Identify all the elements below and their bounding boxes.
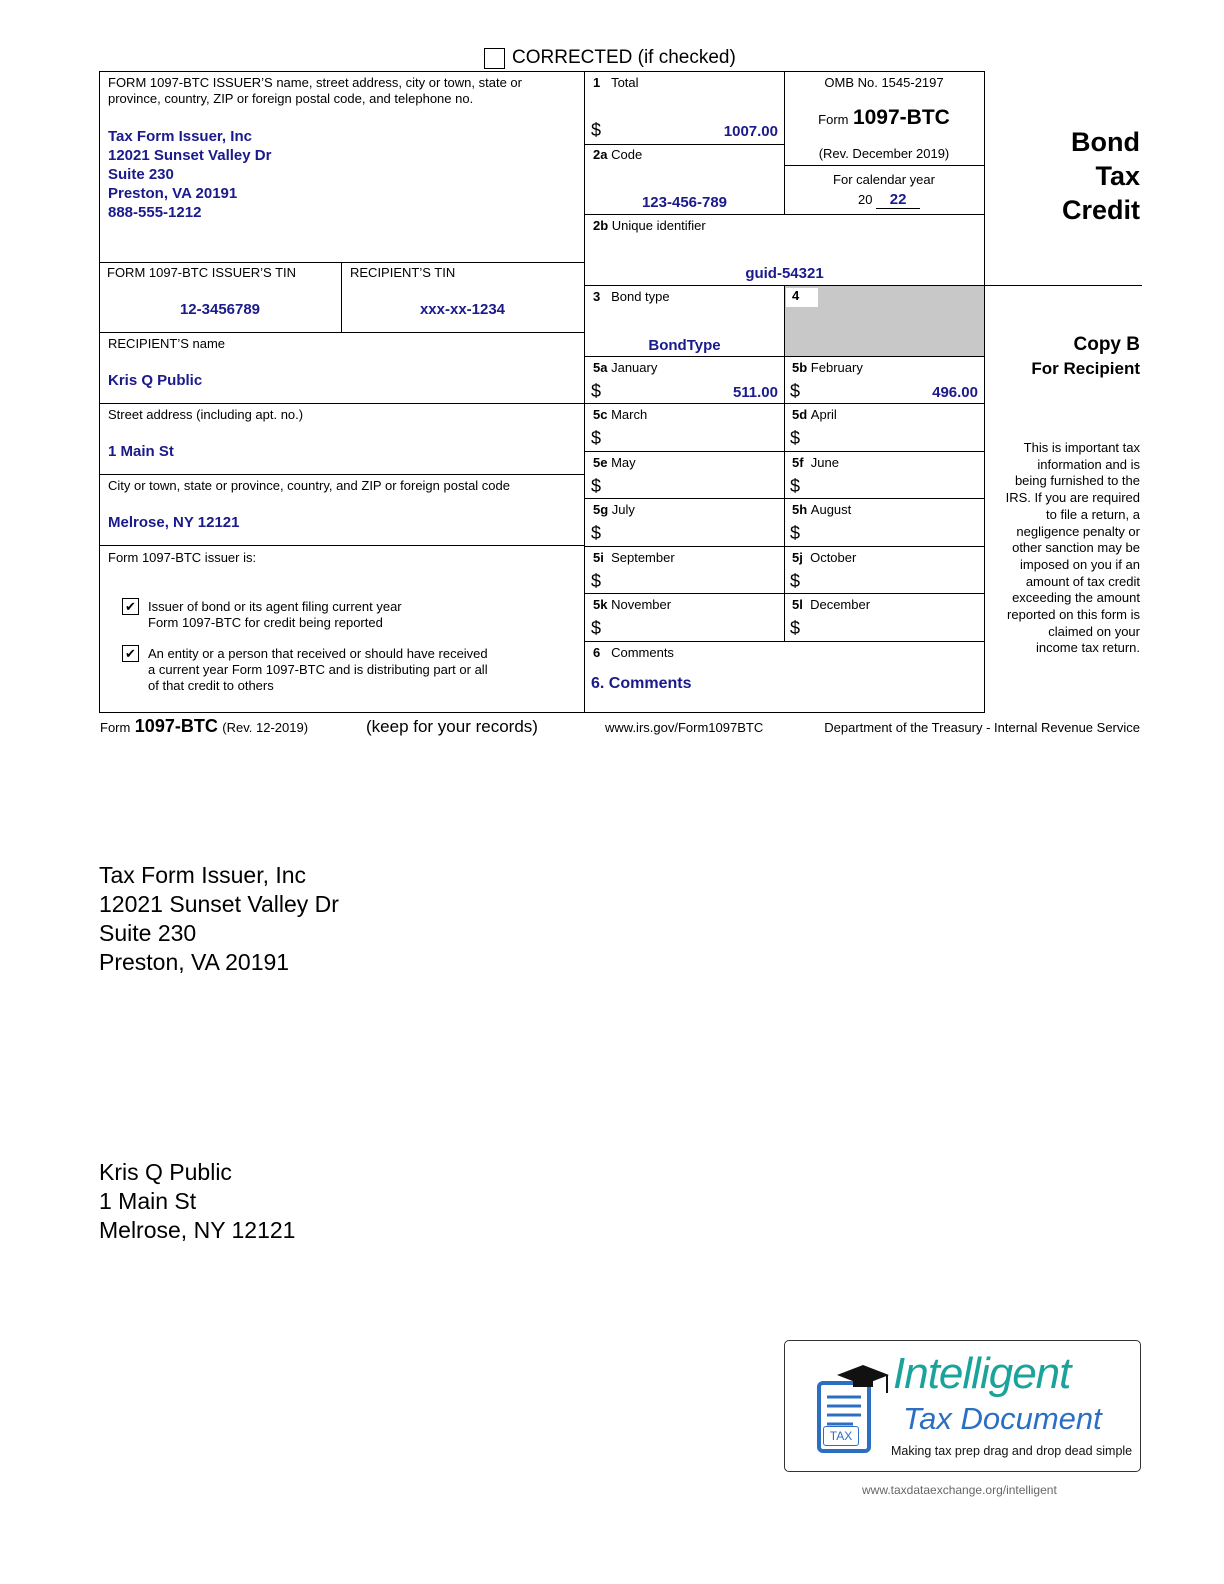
- box3-label: [593, 289, 670, 305]
- box5k-number: 5k: [593, 597, 608, 612]
- mail-to-address: [99, 1158, 295, 1245]
- issuer-phone: 888-555-1212: [108, 204, 202, 221]
- corrected-checkbox[interactable]: [484, 48, 505, 69]
- box2b-title: Unique identifier: [611, 218, 706, 233]
- box5b-dollar: $: [790, 381, 801, 401]
- box3-value: BondType: [648, 337, 721, 354]
- mail-from-line: Suite 230: [99, 920, 197, 946]
- notice-line: to file a return, a: [1046, 506, 1140, 522]
- copy-title: Copy B: [1073, 334, 1140, 355]
- box1-label: [593, 75, 639, 91]
- box4-number: 4: [786, 288, 818, 307]
- box5h-dollar: $: [790, 523, 801, 543]
- logo-url[interactable]: www.taxdataexchange.org/intelligent: [862, 1483, 1057, 1497]
- box5b-number: 5b: [792, 360, 808, 375]
- notice-line: negligence penalty or: [1016, 523, 1140, 539]
- box5j-dollar: $: [790, 571, 801, 591]
- omb-number: OMB No. 1545-2197: [824, 75, 944, 90]
- recipient-tin: xxx-xx-1234: [419, 301, 506, 318]
- issuer-option2-checkbox[interactable]: ✔: [122, 645, 139, 662]
- recipient-city: Melrose, NY 12121: [108, 514, 240, 531]
- footer-form-word: Form: [100, 720, 131, 735]
- box1-title: Total: [611, 75, 639, 90]
- notice-line: being furnished to the: [1014, 473, 1140, 489]
- box5i-label: [593, 550, 675, 566]
- box5e-label: [593, 455, 636, 471]
- box5c-dollar: $: [591, 428, 602, 448]
- recipient-city-label: City or town, state or province, country, and ZIP or foreign postal code: [108, 478, 510, 493]
- logo-line1: Intelligent: [893, 1349, 1071, 1398]
- box2a-title: Code: [611, 147, 643, 162]
- box5g-label: [593, 502, 635, 518]
- box5j-label: [792, 550, 856, 566]
- box5d-label: [792, 407, 837, 423]
- notice-line: reported on this form is: [1007, 607, 1140, 623]
- box2b-number: 2b: [593, 218, 609, 233]
- box5k-title: November: [611, 597, 672, 612]
- box5i-number: 5i: [593, 550, 604, 565]
- mail-from-line: Tax Form Issuer, Inc: [99, 862, 307, 888]
- omb-form-word: Form: [818, 112, 849, 127]
- issuer-option2-line2: a current year Form 1097-BTC and is distributing part or all: [148, 662, 488, 677]
- box5f-number: 5f: [792, 455, 804, 470]
- box5l-title: December: [810, 597, 871, 612]
- box2b-label: [593, 218, 706, 234]
- box5i-dollar: $: [591, 571, 602, 591]
- box5d-number: 5d: [792, 407, 808, 422]
- box5h-title: August: [810, 502, 852, 517]
- recipient-street: 1 Main St: [108, 443, 174, 460]
- box5a-number: 5a: [593, 360, 608, 375]
- box6-value: 6. Comments: [591, 675, 692, 692]
- issuer-option1-checkbox[interactable]: ✔: [122, 598, 139, 615]
- issuer-suite: Suite 230: [108, 166, 174, 183]
- recipient-street-label: Street address (including apt. no.): [108, 407, 304, 422]
- box5g-title: July: [611, 502, 635, 517]
- issuer-is-label: Form 1097-BTC issuer is:: [108, 550, 257, 565]
- box1-dollar: $: [591, 120, 602, 140]
- box5k-label: [593, 597, 671, 613]
- box5h-label: [792, 502, 851, 518]
- box5j-number: 5j: [792, 550, 803, 565]
- footer-url[interactable]: www.irs.gov/Form1097BTC: [605, 720, 764, 735]
- box5b-label: [792, 360, 863, 376]
- issuer-option1-line1: Issuer of bond or its agent filing current year: [148, 599, 402, 614]
- box5h-number: 5h: [792, 502, 808, 517]
- notice-line: information and is: [1037, 456, 1140, 472]
- recipient-name: Kris Q Public: [108, 372, 203, 389]
- notice-line: amount of tax credit: [1025, 573, 1140, 589]
- box5a-label: [593, 360, 657, 376]
- issuer-option2-line1: An entity or a person that received or should have received: [148, 646, 488, 661]
- recipient-notice: [985, 440, 1140, 657]
- box5f-label: [792, 455, 839, 471]
- tax-badge: TAX: [823, 1426, 859, 1446]
- copy-subtitle: For Recipient: [1031, 359, 1140, 378]
- title-line3: Credit: [1061, 195, 1140, 225]
- notice-line: claimed on your: [1048, 623, 1140, 639]
- mail-to-line: Kris Q Public: [99, 1159, 232, 1185]
- copy-block: [990, 333, 1140, 381]
- notice-line: income tax return.: [1035, 640, 1140, 656]
- mail-to-line: 1 Main St: [99, 1188, 197, 1214]
- issuer-street: 12021 Sunset Valley Dr: [108, 147, 272, 164]
- omb-form-name: 1097-BTC: [852, 106, 950, 129]
- omb-form-title: [784, 106, 984, 130]
- box5b-title: February: [810, 360, 863, 375]
- mail-to-line: Melrose, NY 12121: [99, 1217, 296, 1243]
- box5l-label: [792, 597, 870, 613]
- box6-title: Comments: [611, 645, 674, 660]
- box5d-dollar: $: [790, 428, 801, 448]
- title-line1: Bond: [1071, 127, 1140, 157]
- mail-from-line: Preston, VA 20191: [99, 949, 290, 975]
- footer-dept: Department of the Treasury - Internal Revenue Service: [824, 720, 1140, 735]
- box5e-number: 5e: [593, 455, 608, 470]
- box3-title: Bond type: [611, 289, 670, 304]
- calendar-year: [858, 192, 920, 209]
- box2a-value: 123-456-789: [641, 194, 728, 211]
- box5l-number: 5l: [792, 597, 803, 612]
- box1-value: 1007.00: [723, 123, 778, 140]
- box5f-dollar: $: [790, 476, 801, 496]
- notice-line: IRS. If you are required: [1005, 490, 1140, 506]
- title-line2: Tax: [1095, 161, 1140, 191]
- tax-document-icon: [813, 1363, 893, 1463]
- recipient-tin-label: RECIPIENT’S TIN: [350, 265, 456, 280]
- box5c-label: [593, 407, 647, 423]
- issuer-address: [108, 127, 271, 222]
- box5i-title: September: [611, 550, 675, 565]
- issuer-city: Preston, VA 20191: [108, 185, 238, 202]
- logo-tagline: Making tax prep drag and drop dead simple: [891, 1444, 1133, 1458]
- mail-from-line: 12021 Sunset Valley Dr: [99, 891, 339, 917]
- issuer-option2-label: [148, 646, 488, 694]
- box5e-dollar: $: [591, 476, 602, 496]
- box6-label: [593, 645, 674, 661]
- box2b-value: guid-54321: [745, 265, 824, 282]
- logo-line2: Tax Document: [903, 1401, 1102, 1436]
- box5c-title: March: [611, 407, 648, 422]
- footer-rev: (Rev. 12-2019): [222, 720, 309, 735]
- box5f-title: June: [810, 455, 839, 470]
- issuer-option1-line2: Form 1097-BTC for credit being reported: [148, 615, 383, 630]
- notice-line: imposed on you if an: [1020, 556, 1140, 572]
- issuer-name: Tax Form Issuer, Inc: [108, 128, 252, 145]
- corrected-label: CORRECTED (if checked): [512, 47, 736, 68]
- box5b-value: 496.00: [932, 384, 978, 401]
- box5c-number: 5c: [593, 407, 608, 422]
- box5k-dollar: $: [591, 618, 602, 638]
- box5a-value: 511.00: [732, 384, 778, 401]
- recipient-name-label: RECIPIENT’S name: [108, 336, 226, 351]
- notice-line: exceeding the amount: [1012, 590, 1140, 606]
- box5a-dollar: $: [591, 381, 602, 401]
- issuer-tin-label: FORM 1097-BTC ISSUER’S TIN: [107, 265, 297, 280]
- notice-line: This is important tax: [1023, 440, 1140, 455]
- form-title: [990, 125, 1140, 227]
- box2a-number: 2a: [593, 147, 608, 162]
- calendar-year-label: For calendar year: [833, 172, 935, 187]
- box2a-label: [593, 147, 642, 163]
- issuer-option2-line3: of that credit to others: [148, 678, 274, 693]
- footer-form-name: 1097-BTC: [134, 716, 218, 736]
- box5e-title: May: [611, 455, 636, 470]
- notice-line: other sanction may be: [1012, 540, 1140, 556]
- year-prefix: 20: [858, 192, 873, 207]
- issuer-box-label: FORM 1097-BTC ISSUER’S name, street address, city or town, state or province, country, ZIP or foreign postal code, and telephone no.: [108, 75, 522, 106]
- box3-number: 3: [593, 289, 601, 304]
- year-suffix: 22: [876, 192, 920, 209]
- box5g-dollar: $: [591, 523, 602, 543]
- issuer-tin: 12-3456789: [179, 301, 261, 318]
- footer-form-id: [100, 716, 308, 737]
- box5g-number: 5g: [593, 502, 609, 517]
- box5a-title: January: [611, 360, 658, 375]
- mail-from-address: [99, 861, 339, 977]
- issuer-option1-label: [148, 599, 402, 631]
- box5l-dollar: $: [790, 618, 801, 638]
- footer-keep: (keep for your records): [366, 717, 538, 736]
- intelligent-logo: [784, 1340, 1141, 1472]
- omb-rev: (Rev. December 2019): [818, 146, 950, 161]
- box5j-title: October: [810, 550, 857, 565]
- box6-number: 6: [593, 645, 601, 660]
- box1-number: 1: [593, 75, 601, 90]
- box5d-title: April: [810, 407, 837, 422]
